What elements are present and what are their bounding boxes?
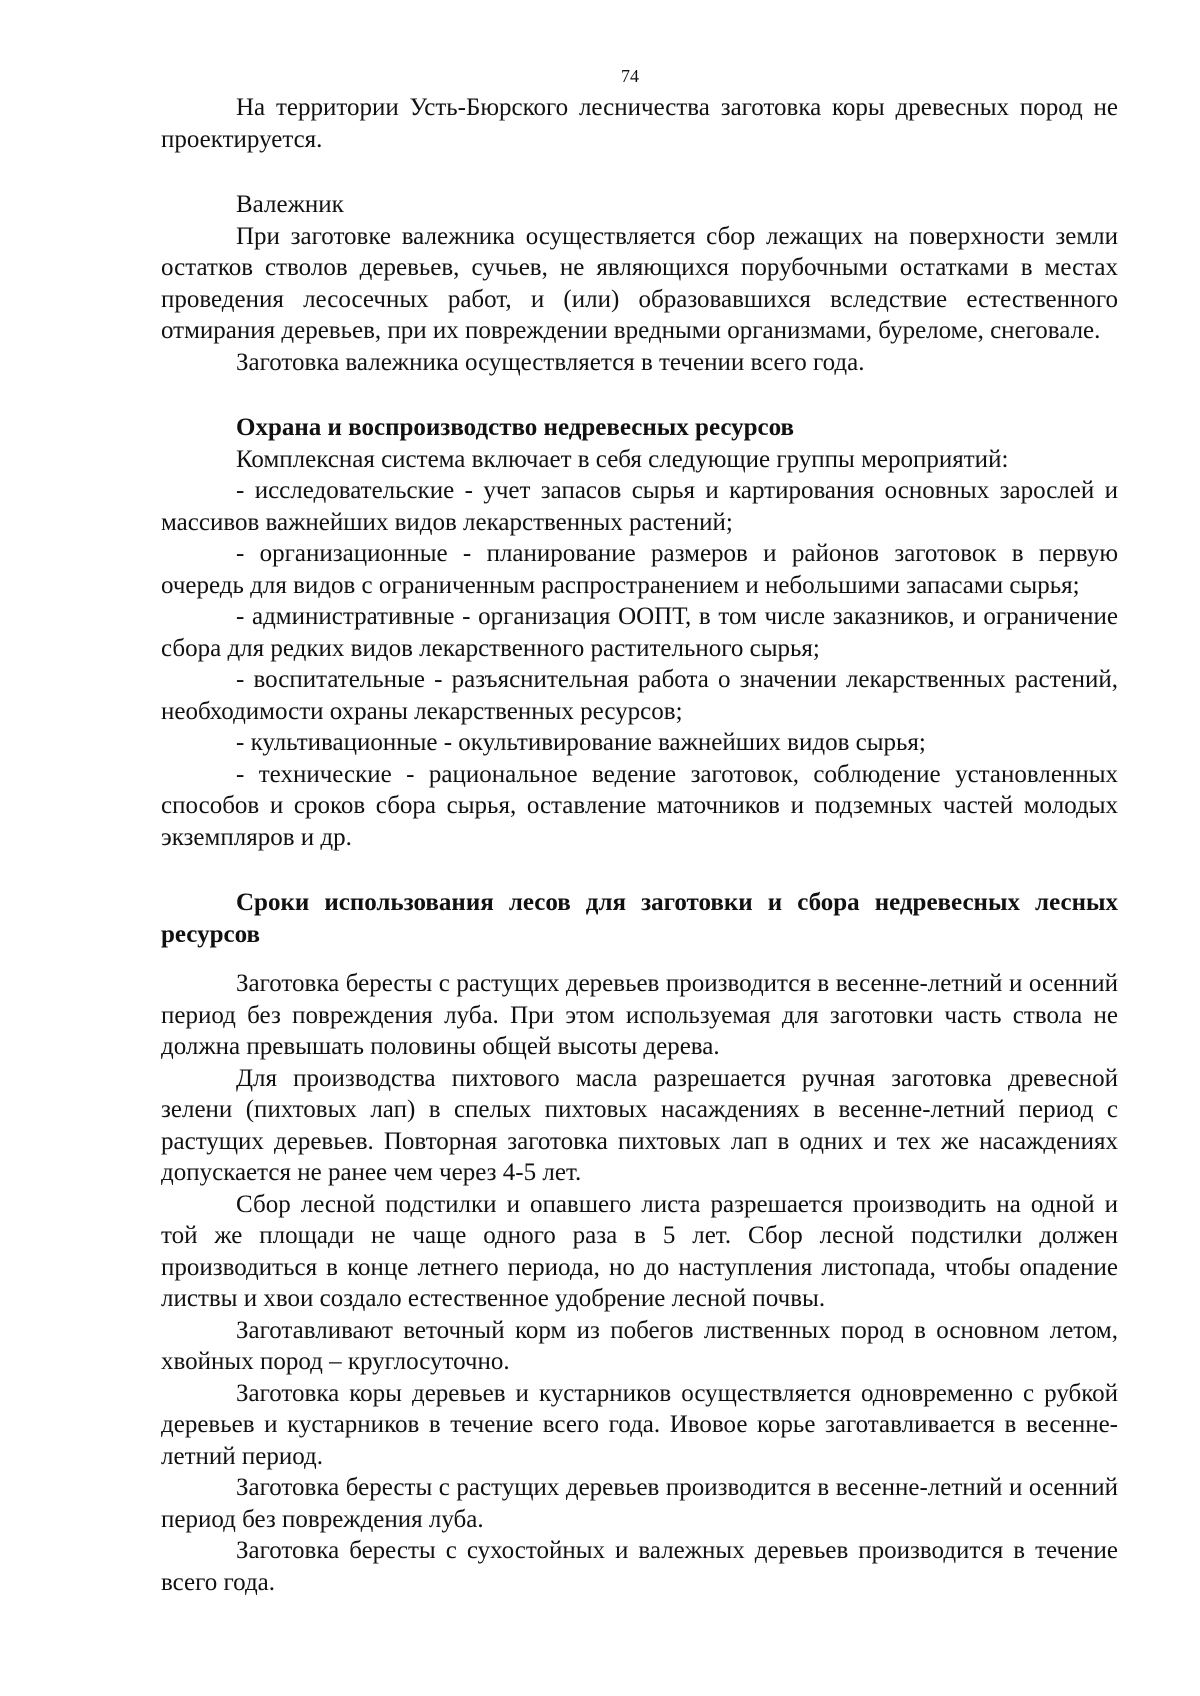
terms-paragraph-7: Заготовка бересты с сухостойных и валежных деревьев производится в течение всего года. [161, 1537, 1118, 1596]
intro-paragraph: На территории Усть-Бюрского лесничества заготовка коры древесных пород не проектируется. [161, 94, 1118, 153]
protection-paragraph-6: - культивационные - окультивирование важнейших видов сырья; [236, 729, 926, 756]
document-body [161, 92, 1118, 1598]
valezhnik-paragraph-1: При заготовке валежника осуществляется сбор лежащих на поверхности земли остатков стволов деревьев, сучьев, не являющихся порубочными остатками в местах проведения лесосечных работ, и (или) образовавшихся вследствие естественного отмирания деревьев, при их повреждении вредными организмами, буреломе, снеговале. [161, 222, 1118, 344]
terms-paragraph-6: Заготовка бересты с растущих деревьев производится в весенне-летний и осенний период без повреждения луба. [161, 1474, 1118, 1533]
terms-heading: Сроки использования лесов для заготовки и сбора недревесных лесных ресурсов [161, 889, 1118, 948]
protection-paragraph-4: - административные - организация ООПТ, в том числе заказников, и ограничение сбора для редких видов лекарственного растительного сырья; [161, 603, 1118, 662]
spacer [161, 950, 1118, 968]
page-number: 74 [621, 66, 639, 86]
protection-paragraph-1: Комплексная система включает в себя следующие группы мероприятий: [236, 445, 1009, 473]
spacer [161, 155, 1118, 189]
terms-paragraph-1: Заготовка бересты с растущих деревьев производится в весенне-летний и осенний период без повреждения луба. При этом используемая для заготовки часть ствола не должна превышать половины общей высоты дерева. [161, 970, 1118, 1060]
spacer [161, 378, 1118, 412]
valezhnik-paragraph-2: Заготовка валежника осуществляется в течении всего года. [236, 348, 865, 376]
protection-heading: Охрана и воспроизводство недревесных ресурсов [236, 414, 794, 441]
protection-paragraph-7: - технические - рациональное ведение заготовок, соблюдение установленных способов и сроков сбора сырья, оставление маточников и подземных частей молодых экземпляров и др. [161, 760, 1118, 851]
spacer [161, 853, 1118, 887]
terms-paragraph-5: Заготовка коры деревьев и кустарников осуществляется одновременно с рубкой деревьев и кустарников в течение всего года. Ивовое корье заготавливается в весенне-летний период. [161, 1379, 1118, 1470]
terms-paragraph-3: Сбор лесной подстилки и опавшего листа разрешается производить на одной и той же площади не чаще одного раза в 5 лет. Сбор лесной подстилки должен производиться в конце летнего периода, но до наступления листопада, чтобы опадение листвы и хвои создало естественное удобрение лесной почвы. [161, 1190, 1118, 1312]
protection-paragraph-2: - исследовательские - учет запасов сырья и картирования основных зарослей и массивов важнейших видов лекарственных растений; [161, 477, 1118, 536]
protection-paragraph-3: - организационные - планирование размеров и районов заготовок в первую очередь для видов с ограниченным распространением и небольшими запасами сырья; [161, 540, 1118, 599]
terms-paragraph-2: Для производства пихтового масла разрешается ручная заготовка древесной зелени (пихтовых лап) в спелых пихтовых насаждениях в весенне-летний период с растущих деревьев. Повторная заготовка пихтовых лап в одних и тех же насаждениях допускается не ранее чем через 4-5 лет. [161, 1064, 1118, 1186]
valezhnik-title: Валежник [236, 191, 344, 218]
terms-paragraph-4: Заготавливают веточный корм из побегов лиственных пород в основном летом, хвойных пород – круглосуточно. [161, 1316, 1118, 1375]
protection-paragraph-5: - воспитательные - разъяснительная работа о значении лекарственных растений, необходимости охраны лекарственных ресурсов; [161, 666, 1118, 725]
